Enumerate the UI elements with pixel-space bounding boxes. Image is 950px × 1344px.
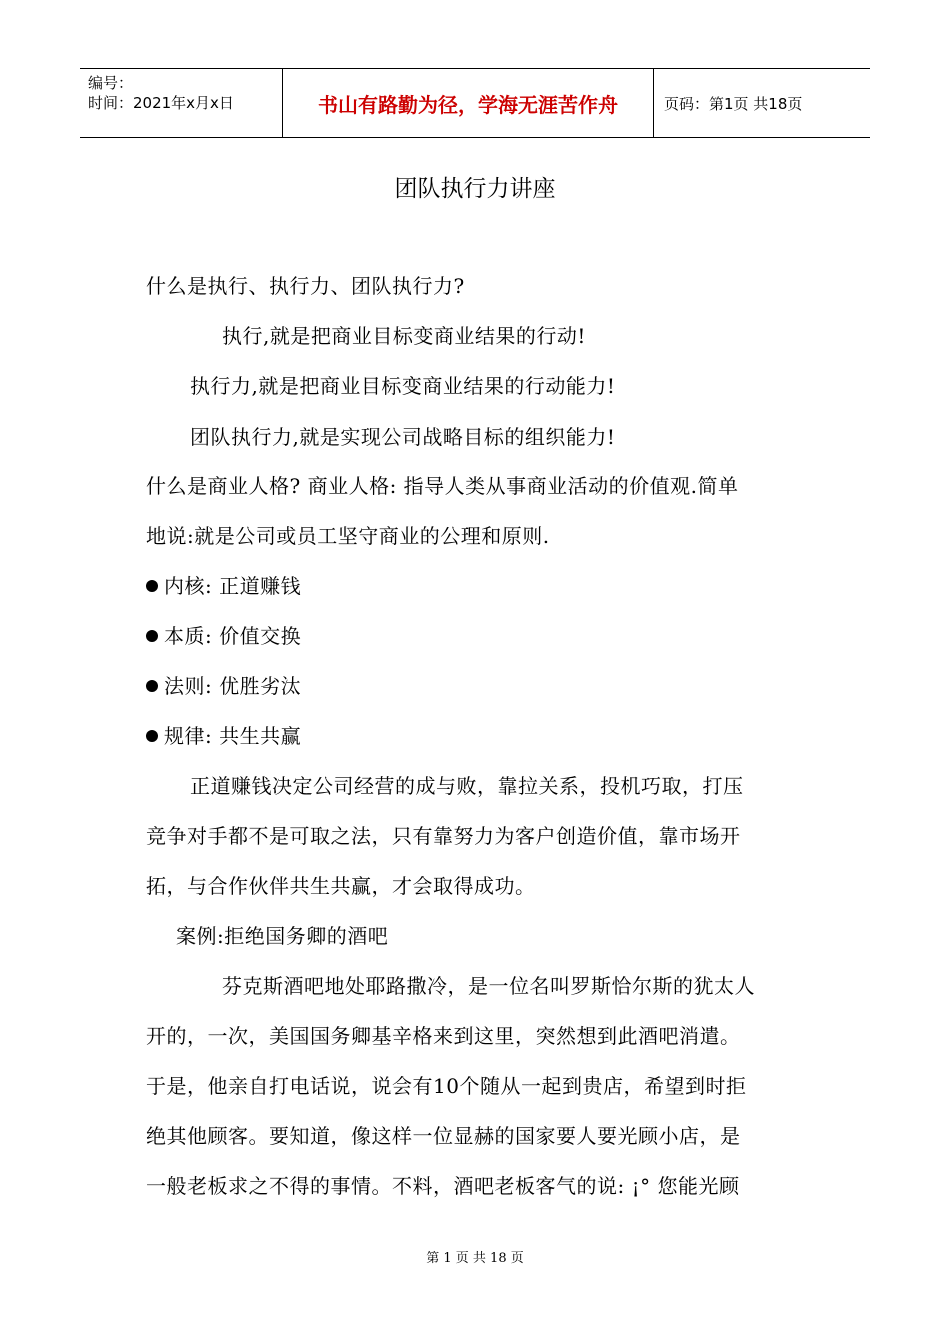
- case-line-2: 开的，一次，美国国务卿基辛格来到这里，突然想到此酒吧消遣。: [146, 1024, 741, 1048]
- header-meta: [80, 69, 283, 137]
- list-item: 本质: 价值交换: [146, 620, 301, 649]
- serial-label: 编号：: [88, 74, 134, 92]
- case-line-5: 一般老板求之不得的事情。不料，酒吧老板客气的说: ¡° 您能光顾: [146, 1174, 740, 1198]
- definition-execution: 执行,就是把商业目标变商业结果的行动!: [222, 324, 586, 348]
- document-title: 团队执行力讲座: [394, 176, 556, 202]
- page-info: 页码：第1页 共18页: [664, 94, 803, 113]
- date-label: 时间：2021年x月x日: [88, 94, 234, 112]
- bullet-icon: [146, 730, 158, 742]
- case-line-3: 于是，他亲自打电话说，说会有10个随从一起到贵店，希望到时拒: [146, 1074, 747, 1098]
- page-footer: 第 1 页 共 18 页: [426, 1251, 524, 1266]
- header-page-info-cell: [654, 69, 870, 137]
- question-1: 什么是执行、执行力、团队执行力?: [146, 274, 465, 298]
- case-line-1: 芬克斯酒吧地处耶路撒冷，是一位名叫罗斯恰尔斯的犹太人: [222, 974, 755, 998]
- paragraph-1-line-1: 正道赚钱决定公司经营的成与败，靠拉关系，投机巧取，打压: [190, 774, 744, 798]
- paragraph-1-line-2: 竞争对手都不是可取之法，只有靠努力为客户创造价值，靠市场开: [146, 824, 741, 848]
- list-item: 内核: 正道赚钱: [146, 570, 301, 599]
- case-line-4: 绝其他顾客。要知道，像这样一位显赫的国家要人要光顾小店，是: [146, 1124, 741, 1148]
- paragraph-1-line-3: 拓，与合作伙伴共生共赢，才会取得成功。: [146, 874, 536, 898]
- question-2-line-2: 地说:就是公司或员工坚守商业的公理和原则.: [146, 524, 550, 548]
- question-2-line-1: 什么是商业人格? 商业人格: 指导人类从事商业活动的价值观.简单: [146, 474, 739, 498]
- header-motto-cell: [283, 69, 654, 137]
- bullet-icon: [146, 580, 158, 592]
- list-item: 法则: 优胜劣汰: [146, 670, 301, 699]
- definition-execution-power: 执行力,就是把商业目标变商业结果的行动能力!: [190, 374, 616, 398]
- page-header: [80, 68, 870, 138]
- motto: 书山有路勤为径，学海无涯苦作舟: [318, 92, 618, 117]
- bullet-icon: [146, 680, 158, 692]
- list-item: 规律: 共生共赢: [146, 720, 301, 749]
- definition-team-execution: 团队执行力,就是实现公司战略目标的组织能力!: [190, 425, 616, 449]
- case-title: 案例:拒绝国务卿的酒吧: [176, 924, 389, 948]
- bullet-icon: [146, 630, 158, 642]
